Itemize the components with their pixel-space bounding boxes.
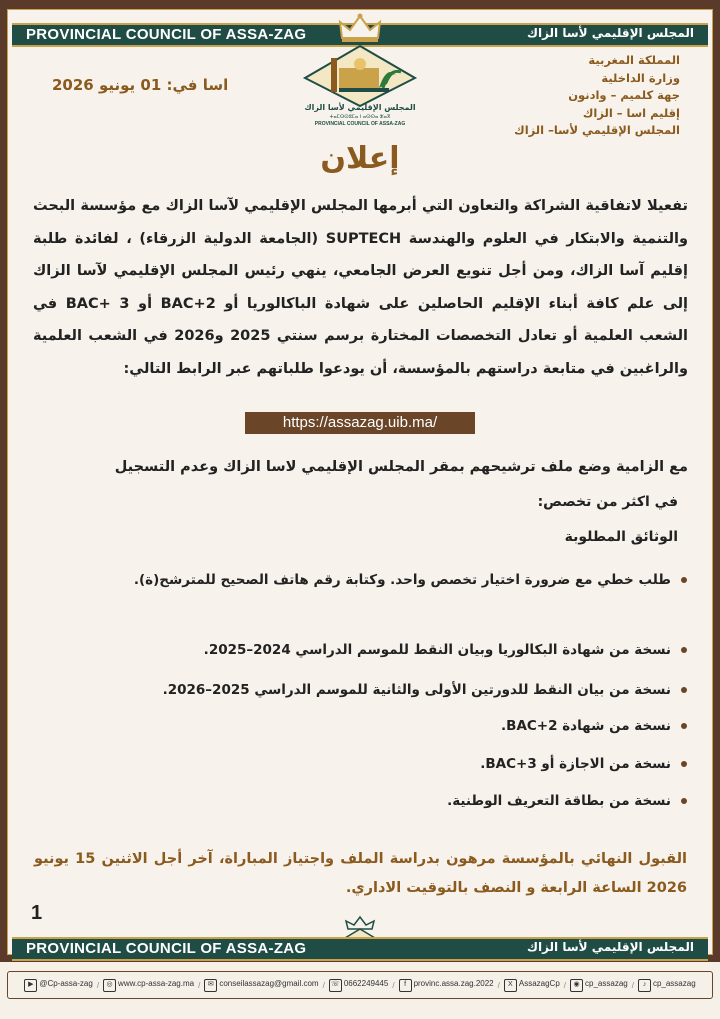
required-documents-title: الوثائق المطلوبة xyxy=(564,529,678,545)
submission-note: مع الزامية وضع ملف ترشيحهم بمقر المجلس الإقليمي لاسا الزاك وعدم التسجيل xyxy=(114,459,688,475)
document-item-text: نسخة من بيان النقط للدورتين الأولى والثانية للموسم الدراسي 2025–2026. xyxy=(162,682,671,698)
crown-icon xyxy=(336,12,384,44)
document-item xyxy=(47,682,687,698)
whatsapp-contact[interactable] xyxy=(329,979,389,992)
final-note: القبول النهائي بالمؤسسة مرهون بدراسة الملف واجتياز المباراة، آخر أجل الاثنين 15 يونيو 2026 الساعة الرابعة و النصف بالتوقيت الاداري. xyxy=(34,851,687,896)
document-item xyxy=(47,642,687,658)
globe-icon: ◎ xyxy=(103,979,116,992)
separator: / xyxy=(322,980,325,990)
bullet-icon xyxy=(681,687,687,693)
separator: / xyxy=(392,980,395,990)
tiktok-contact[interactable] xyxy=(638,979,696,992)
document-item xyxy=(47,566,687,594)
admin-line: المملكة المغربية xyxy=(588,53,680,67)
separator: / xyxy=(96,980,100,990)
announcement-body: تفعيلا لاتفاقية الشراكة والتعاون التي أبرمها المجلس الإقليمي لآسا الزاك مع مؤسسة البحث والتنمية والابتكار في العلوم والهندسة SUPTECH (الجامعة الدولية الزرقاء) ، لفائدة طلبة إقليم آسا الزاك، ومن أجل تنويع العرض الجامعي، ينهي رئيس المجلس الإقليمي لآسا الزاك إلى علم كافة أبناء الإقليم الحاصلين على شهادة الباكالوريا أو BAC+2 أو BAC+ 3 في الشعب العلمية أو تعادل التخصصات المختارة برسم سنتي 2025 و2026 في الشعب العلمية والراغبين في متابعة دراستهم بالمؤسسة، أن يودعوا طلباتهم عبر الرابط التالي: xyxy=(33,198,689,377)
admin-line: جهة كلميم – وادنون xyxy=(568,88,680,102)
application-link[interactable]: https://assazag.uib.ma/ xyxy=(245,412,475,434)
separator: / xyxy=(563,980,567,990)
footer-title-ar: المجلس الإقليمي لأسا الزاك xyxy=(526,940,694,954)
facebook-contact[interactable] xyxy=(399,979,494,992)
email-contact[interactable] xyxy=(204,979,318,992)
contact-strip xyxy=(0,966,720,1004)
header-title-ar: المجلس الإقليمي لأسا الزاك xyxy=(526,26,694,40)
facebook-icon: f xyxy=(399,979,412,992)
logo-caption-ar: المجلس الإقليمي لأسا الزاك xyxy=(304,103,416,112)
tiktok-icon: ♪ xyxy=(638,979,651,992)
mail-icon: ✉ xyxy=(204,979,217,992)
multiple-specialty-note: في اكثر من تخصص: xyxy=(537,494,678,510)
document-item xyxy=(47,718,687,734)
separator: / xyxy=(631,980,634,990)
separator: / xyxy=(198,980,201,990)
header-title-en: PROVINCIAL COUNCIL OF ASSA-ZAG xyxy=(26,26,307,43)
document-item-text: طلب خطي مع ضرورة اختيار تخصص واحد. وكتابة رقم هاتف الصحيح للمترشح(ة). xyxy=(133,572,671,588)
administrative-header xyxy=(500,52,680,140)
logo-caption-tifinagh: ⵜⴰⵎⵙⵙⵓⵎⴰ ⵏ ⴰⵙⵙⴰ ⵣⴰⴳ xyxy=(329,114,391,120)
page-number: 1 xyxy=(31,902,43,924)
document-item-text: نسخة من شهادة BAC+2. xyxy=(501,718,671,734)
footer-bar xyxy=(12,937,708,961)
admin-line: إقليم اسا – الزاك xyxy=(582,105,680,120)
document-date: اسا في: 01 يونيو 2026 xyxy=(52,76,229,94)
whatsapp-number: 0662249445 xyxy=(343,978,389,988)
website-url: www.cp-assa-zag.ma xyxy=(118,978,195,988)
logo-caption-en: PROVINCIAL COUNCIL OF ASSA-ZAG xyxy=(314,121,406,127)
whatsapp-icon: ☏ xyxy=(329,979,342,992)
document-item-text: نسخة من بطاقة التعريف الوطنية. xyxy=(447,793,671,809)
youtube-handle: @Cp-assa-zag xyxy=(39,978,93,988)
bullet-icon xyxy=(681,647,687,653)
tiktok-handle: cp_assazag xyxy=(652,978,696,988)
x-icon: X xyxy=(504,979,517,992)
bullet-icon xyxy=(681,723,687,729)
website-contact[interactable] xyxy=(103,979,194,992)
footer-title-en: PROVINCIAL COUNCIL OF ASSA-ZAG xyxy=(26,940,307,957)
admin-line: وزارة الداخلية xyxy=(601,70,680,85)
bullet-icon xyxy=(681,577,687,583)
facebook-page: provinc.assa.zag.2022 xyxy=(413,978,494,988)
youtube-icon: ▶ xyxy=(24,979,37,992)
admin-line: المجلس الإقليمي لأسا– الزاك xyxy=(514,123,680,137)
contact-list xyxy=(7,971,713,999)
bullet-icon xyxy=(681,761,687,767)
instagram-handle: cp_assazag xyxy=(585,978,628,988)
email-address: conseilassazag@gmail.com xyxy=(219,978,319,988)
youtube-contact[interactable] xyxy=(24,979,92,992)
separator: / xyxy=(497,980,500,990)
document-item xyxy=(47,756,687,772)
document-item-text: نسخة من شهادة البكالوريا وبيان النقط للموسم الدراسي 2024–2025. xyxy=(203,642,671,658)
instagram-contact[interactable] xyxy=(570,979,628,992)
bullet-icon xyxy=(681,798,687,804)
instagram-icon: ◉ xyxy=(570,979,583,992)
x-handle: AssazagCp xyxy=(518,978,560,988)
x-contact[interactable] xyxy=(504,979,560,992)
document-item xyxy=(47,793,687,809)
announcement-title: إعلان xyxy=(320,141,400,176)
document-item-text: نسخة من الاجازة أو BAC+3. xyxy=(480,756,671,772)
